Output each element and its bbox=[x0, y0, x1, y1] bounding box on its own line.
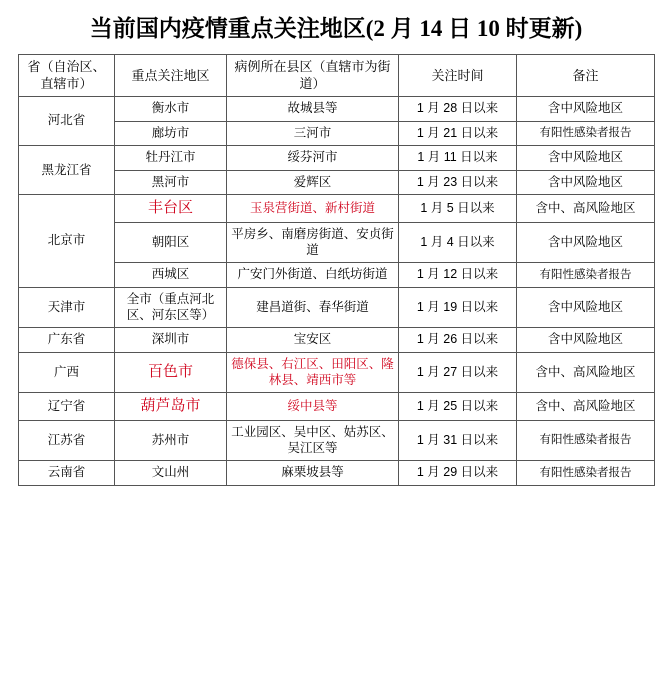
column-header-time: 关注时间 bbox=[399, 55, 517, 97]
table-row bbox=[19, 288, 655, 328]
cell-district: 故城县等 bbox=[227, 96, 399, 121]
cell-province: 河北省 bbox=[19, 96, 115, 145]
cell-province: 江苏省 bbox=[19, 420, 115, 460]
table-row bbox=[19, 420, 655, 460]
page-title: 当前国内疫情重点关注地区(2 月 14 日 10 时更新) bbox=[89, 16, 583, 41]
table-row bbox=[19, 352, 655, 392]
cell-area: 全市（重点河北区、河东区等） bbox=[115, 288, 227, 328]
cell-district: 绥中县等 bbox=[227, 393, 399, 421]
cell-province: 广东省 bbox=[19, 328, 115, 353]
cell-district: 平房乡、南磨房街道、安贞街道 bbox=[227, 223, 399, 263]
cell-note: 含中风险地区 bbox=[517, 223, 655, 263]
table-row bbox=[19, 393, 655, 421]
cell-time: 1 月 28 日以来 bbox=[399, 96, 517, 121]
cell-time: 1 月 12 日以来 bbox=[399, 263, 517, 288]
cell-area: 朝阳区 bbox=[115, 223, 227, 263]
cell-note: 含中风险地区 bbox=[517, 146, 655, 171]
cell-area: 丰台区 bbox=[115, 195, 227, 223]
cell-area: 衡水市 bbox=[115, 96, 227, 121]
cell-district: 宝安区 bbox=[227, 328, 399, 353]
table-header-row bbox=[19, 55, 655, 97]
cell-province: 辽宁省 bbox=[19, 393, 115, 421]
table-body bbox=[19, 96, 655, 485]
table-row bbox=[19, 263, 655, 288]
cell-province: 黑龙江省 bbox=[19, 146, 115, 195]
column-header-area: 重点关注地区 bbox=[115, 55, 227, 97]
cell-time: 1 月 25 日以来 bbox=[399, 393, 517, 421]
cell-note: 含中、高风险地区 bbox=[517, 352, 655, 392]
table-row bbox=[19, 170, 655, 195]
cell-province: 云南省 bbox=[19, 461, 115, 486]
cell-note: 有阳性感染者报告 bbox=[517, 263, 655, 288]
cell-district: 玉泉营街道、新村街道 bbox=[227, 195, 399, 223]
cell-note: 含中风险地区 bbox=[517, 288, 655, 328]
cell-note: 含中风险地区 bbox=[517, 96, 655, 121]
cell-note: 含中、高风险地区 bbox=[517, 393, 655, 421]
cell-district: 三河市 bbox=[227, 121, 399, 146]
table-row bbox=[19, 223, 655, 263]
cell-area: 廊坊市 bbox=[115, 121, 227, 146]
table-row bbox=[19, 328, 655, 353]
column-header-district: 病例所在县区（直辖市为街道） bbox=[227, 55, 399, 97]
column-header-province: 省（自治区、直辖市） bbox=[19, 55, 115, 97]
cell-district: 爱辉区 bbox=[227, 170, 399, 195]
cell-time: 1 月 21 日以来 bbox=[399, 121, 517, 146]
cell-area: 百色市 bbox=[115, 352, 227, 392]
cell-area: 黑河市 bbox=[115, 170, 227, 195]
cell-time: 1 月 26 日以来 bbox=[399, 328, 517, 353]
cell-province: 天津市 bbox=[19, 288, 115, 328]
cell-province: 广西 bbox=[19, 352, 115, 392]
cell-district: 绥芬河市 bbox=[227, 146, 399, 171]
table-row bbox=[19, 195, 655, 223]
table-row bbox=[19, 96, 655, 121]
cell-district: 广安门外街道、白纸坊街道 bbox=[227, 263, 399, 288]
cell-note: 含中、高风险地区 bbox=[517, 195, 655, 223]
cell-area: 苏州市 bbox=[115, 420, 227, 460]
cell-note: 有阳性感染者报告 bbox=[517, 461, 655, 486]
cell-time: 1 月 23 日以来 bbox=[399, 170, 517, 195]
cell-area: 葫芦岛市 bbox=[115, 393, 227, 421]
cell-district: 建昌道街、春华街道 bbox=[227, 288, 399, 328]
cell-district: 工业园区、吴中区、姑苏区、吴江区等 bbox=[227, 420, 399, 460]
cell-note: 含中风险地区 bbox=[517, 170, 655, 195]
cell-time: 1 月 19 日以来 bbox=[399, 288, 517, 328]
cell-note: 有阳性感染者报告 bbox=[517, 121, 655, 146]
cell-province: 北京市 bbox=[19, 195, 115, 288]
table-row bbox=[19, 461, 655, 486]
table-row bbox=[19, 146, 655, 171]
cell-time: 1 月 5 日以来 bbox=[399, 195, 517, 223]
table-header bbox=[19, 55, 655, 97]
cell-note: 有阳性感染者报告 bbox=[517, 420, 655, 460]
cell-time: 1 月 29 日以来 bbox=[399, 461, 517, 486]
column-header-note: 备注 bbox=[517, 55, 655, 97]
table-row bbox=[19, 121, 655, 146]
cell-time: 1 月 11 日以来 bbox=[399, 146, 517, 171]
cell-note: 含中风险地区 bbox=[517, 328, 655, 353]
epidemic-focus-table bbox=[18, 54, 655, 485]
cell-area: 牡丹江市 bbox=[115, 146, 227, 171]
cell-district: 麻栗坡县等 bbox=[227, 461, 399, 486]
cell-district: 德保县、右江区、田阳区、隆林县、靖西市等 bbox=[227, 352, 399, 392]
cell-time: 1 月 4 日以来 bbox=[399, 223, 517, 263]
cell-area: 西城区 bbox=[115, 263, 227, 288]
cell-area: 深圳市 bbox=[115, 328, 227, 353]
cell-time: 1 月 27 日以来 bbox=[399, 352, 517, 392]
cell-time: 1 月 31 日以来 bbox=[399, 420, 517, 460]
cell-area: 文山州 bbox=[115, 461, 227, 486]
